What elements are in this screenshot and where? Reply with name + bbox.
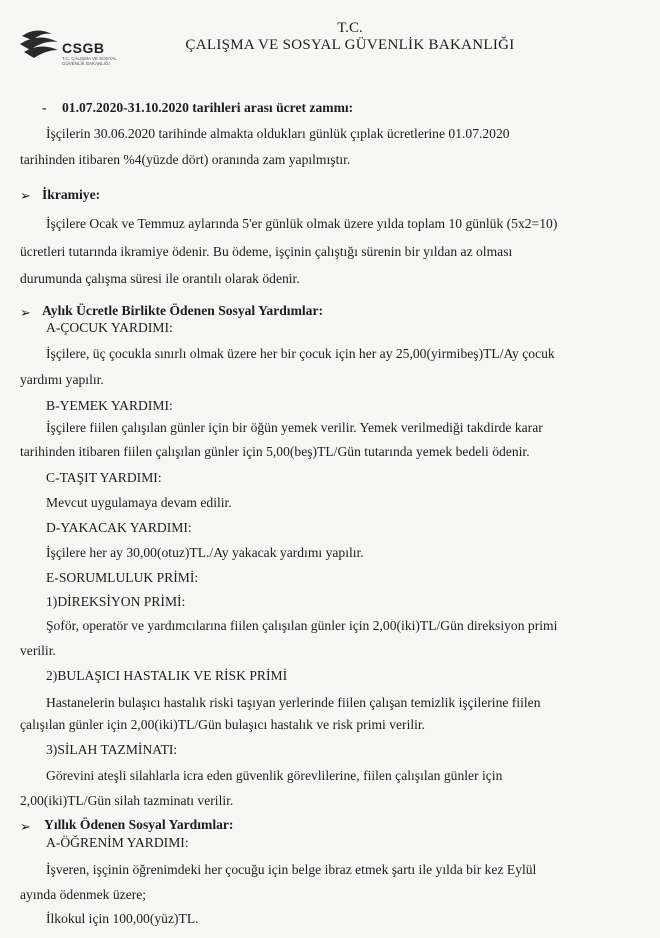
weapon-compensation-title: 3)SİLAH TAZMİNATI:: [46, 742, 178, 757]
yearly-arrow-icon: ➢: [20, 819, 31, 834]
steering-premium-line-2: verilir.: [20, 643, 56, 658]
food-aid-line-2: tarihinden itibaren fiilen çalışılan günler için 5,00(beş)TL/Gün tutarında yemek bedeli ödenir.: [20, 444, 530, 459]
raise-line-1: İşçilerin 30.06.2020 tarihinde almakta oldukları günlük çıplak ücretlerine 01.07.2020: [46, 126, 510, 141]
raise-bullet: -: [42, 100, 47, 115]
raise-title: 01.07.2020-31.10.2020 tarihleri arası ücret zammı:: [62, 100, 354, 115]
bonus-title: İkramiye:: [42, 187, 101, 202]
fuel-aid-line-1: İşçilere her ay 30,00(otuz)TL./Ay yakacak yardımı yapılır.: [46, 545, 364, 560]
education-aid-line-2: ayında ödenmek üzere;: [20, 887, 147, 902]
risk-premium-line-1: Hastanelerin bulaşıcı hastalık riski taşıyan yerlerinde fiilen çalışan temizlik işçilerine fiilen: [46, 695, 541, 710]
food-aid-title: B-YEMEK YARDIMI:: [46, 398, 173, 413]
weapon-compensation-line-2: 2,00(iki)TL/Gün silah tazminatı verilir.: [20, 793, 234, 808]
steering-premium-title: 1)DİREKSİYON PRİMİ:: [46, 594, 186, 609]
logo-abbreviation: CSGB: [62, 40, 105, 56]
child-aid-line-2: yardımı yapılır.: [20, 372, 104, 387]
bonus-line-2: ücretleri tutarında ikramiye ödenir. Bu ödeme, işçinin çalıştığı sürenin bir yıldan az olması: [20, 244, 513, 259]
education-aid-line-1: İşveren, işçinin öğrenimdeki her çocuğu için belge ibraz etmek şartı ile yılda bir kez Eylül: [46, 862, 537, 877]
education-aid-title: A-ÖĞRENİM YARDIMI:: [46, 835, 189, 850]
responsibility-premium-title: E-SORUMLULUK PRİMİ:: [46, 570, 199, 585]
risk-premium-title: 2)BULAŞICI HASTALIK VE RİSK PRİMİ: [46, 668, 288, 683]
logo-subtitle: T.C. ÇALIŞMA VE SOSYAL GÜVENLİK BAKANLIĞI: [62, 56, 117, 66]
child-aid-line-1: İşçilere, üç çocukla sınırlı olmak üzere her bir çocuk için her ay 25,00(yirmibeş)TL/Ay çocuk: [46, 346, 555, 361]
monthly-title: Aylık Ücretle Birlikte Ödenen Sosyal Yardımlar:: [42, 303, 324, 318]
bonus-arrow-icon: ➢: [20, 188, 31, 203]
header-tc: T.C.: [337, 20, 363, 36]
food-aid-line-1: İşçilere fiilen çalışılan günler için bir öğün yemek verilir. Yemek verilmediği takdirde karar: [46, 420, 543, 435]
education-aid-line-3: İlkokul için 100,00(yüz)TL.: [46, 911, 199, 926]
bonus-line-3: durumunda çalışma süresi ile orantılı olarak ödenir.: [20, 271, 300, 286]
risk-premium-line-2: çalışılan günler için 2,00(iki)TL/Gün bulaşıcı hastalık ve risk primi verilir.: [20, 717, 426, 732]
raise-line-2: tarihinden itibaren %4(yüzde dört) oranında zam yapılmıştır.: [20, 152, 351, 167]
header-ministry: ÇALIŞMA VE SOSYAL GÜVENLİK BAKANLIĞI: [185, 37, 515, 53]
transport-aid-line-1: Mevcut uygulamaya devam edilir.: [46, 495, 232, 510]
monthly-arrow-icon: ➢: [20, 305, 31, 320]
fuel-aid-title: D-YAKACAK YARDIMI:: [46, 520, 192, 535]
transport-aid-title: C-TAŞIT YARDIMI:: [46, 470, 162, 485]
steering-premium-line-1: Şoför, operatör ve yardımcılarına fiilen çalışılan günler için 2,00(iki)TL/Gün direksiyon primi: [46, 618, 558, 633]
yearly-title: Yıllık Ödenen Sosyal Yardımlar:: [44, 817, 234, 832]
child-aid-title: A-ÇOCUK YARDIMI:: [46, 320, 173, 335]
weapon-compensation-line-1: Görevini ateşli silahlarla icra eden güvenlik görevlilerine, fiilen çalışılan günler için: [46, 768, 503, 783]
bonus-line-1: İşçilere Ocak ve Temmuz aylarında 5'er günlük olmak üzere yılda toplam 10 günlük (5x2=10): [46, 216, 558, 231]
